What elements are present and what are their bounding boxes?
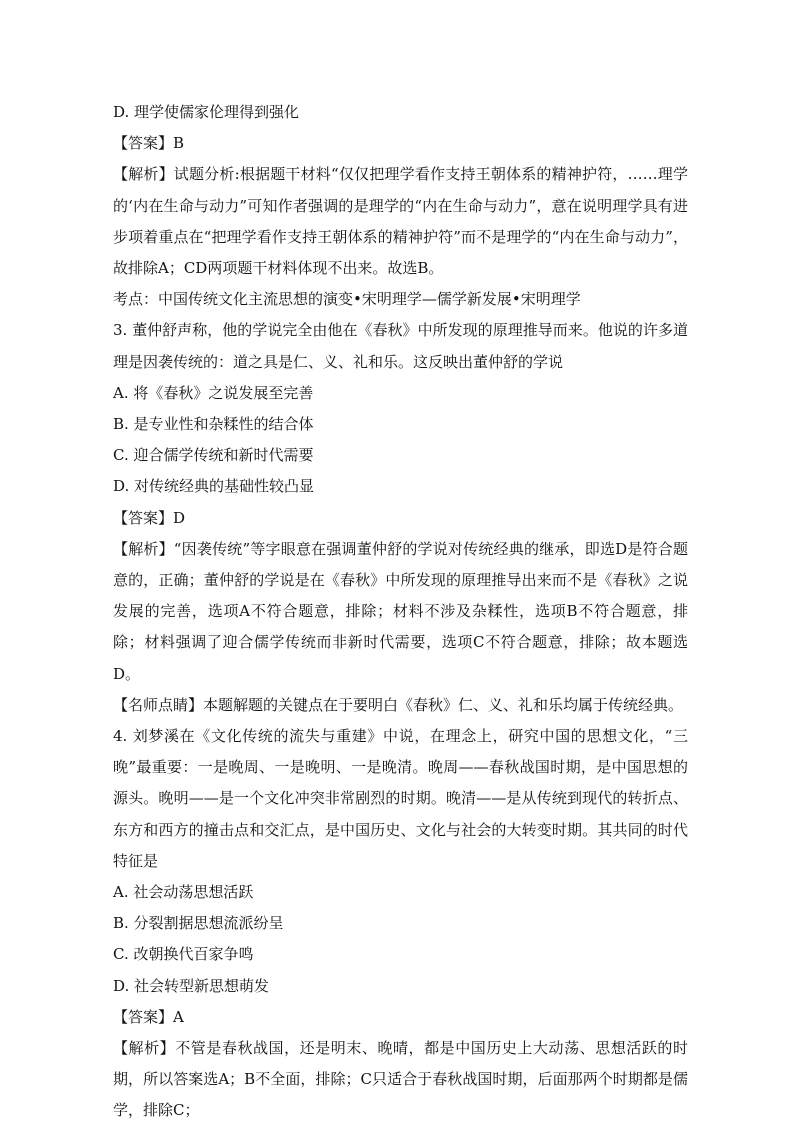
q3-answer: 【答案】D — [113, 508, 186, 527]
q4-option-c: C. 改朝换代百家争鸣 — [113, 945, 254, 964]
q4-option-b: B. 分裂割据思想流派纷呈 — [113, 914, 284, 933]
q2-analysis: 【解析】试题分析:根据题干材料“仅仅把理学看作支持王朝体系的精神护符，……理学的‘内在生命与动力”可知作者强调的是理学的“内在生命与动力”，意在说明理学具有进步项着重点在“把理学看作支持王朝体系的精神护符”而不是理学的“内在生命与动力”，故排除A；CD两项题干材料体现不出来。故选B。 — [113, 165, 688, 277]
q4-answer: 【答案】A — [113, 1007, 184, 1026]
q4-analysis: 【解析】不管是春秋战国，还是明末、晚晴，都是中国历史上大动荡、思想活跃的时期，所以答案选A；B不全面，排除；C只适合于春秋战国时期，后面那两个时期都是儒学，排除C； — [113, 1038, 688, 1120]
q3-tip: 【名师点睛】本题解题的关键点在于要明白《春秋》仁、义、礼和乐均属于传统经典。 — [113, 695, 684, 714]
q3-option-a: A. 将《春秋》之说发展至完善 — [113, 383, 314, 402]
q2-option-d: D. 理学使儒家伦理得到强化 — [113, 103, 300, 121]
q2-kaodian: 考点：中国传统文化主流思想的演变•宋明理学—儒学新发展•宋明理学 — [113, 290, 581, 309]
q3-option-c: C. 迎合儒学传统和新时代需要 — [113, 446, 314, 465]
q2-answer: 【答案】B — [113, 134, 185, 153]
q4-option-d: D. 社会转型新思想萌发 — [113, 976, 270, 995]
q4-stem: 4. 刘梦溪在《文化传统的流失与重建》中说，在理念上，研究中国的思想文化，“三晚”最重要：一是晚周、一是晚明、一是晚清。晚周——春秋战国时期，是中国思想的源头。晚明——是一个文化冲突非常剧烈的时期。晚清——是从传统到现代的转折点、东方和西方的撞击点和交汇点，是中国历史、文化与社会的大转变时期。其共同的时代特征是 — [113, 726, 688, 870]
q3-stem: 3. 董仲舒声称，他的学说完全由他在《春秋》中所发现的原理推导而来。他说的许多道理是因袭传统的：道之具是仁、义、礼和乐。这反映出董仲舒的学说 — [113, 321, 688, 371]
q4-option-a: A. 社会动荡思想活跃 — [113, 882, 254, 901]
document-page — [113, 97, 688, 1126]
q3-option-d: D. 对传统经典的基础性较凸显 — [113, 477, 315, 496]
q3-analysis: 【解析】“因袭传统”等字眼意在强调董仲舒的学说对传统经典的继承，即选D是符合题意的，正确；董仲舒的学说是在《春秋》中所发现的原理推导出来而不是《春秋》之说发展的完善，选项A不符合题意，排除；材料不涉及杂糅性，选项B不符合题意，排除；材料强调了迎合儒学传统而非新时代需要，选项C不符合题意，排除；故本题选D。 — [113, 539, 688, 683]
q3-option-b: B. 是专业性和杂糅性的结合体 — [113, 414, 314, 433]
